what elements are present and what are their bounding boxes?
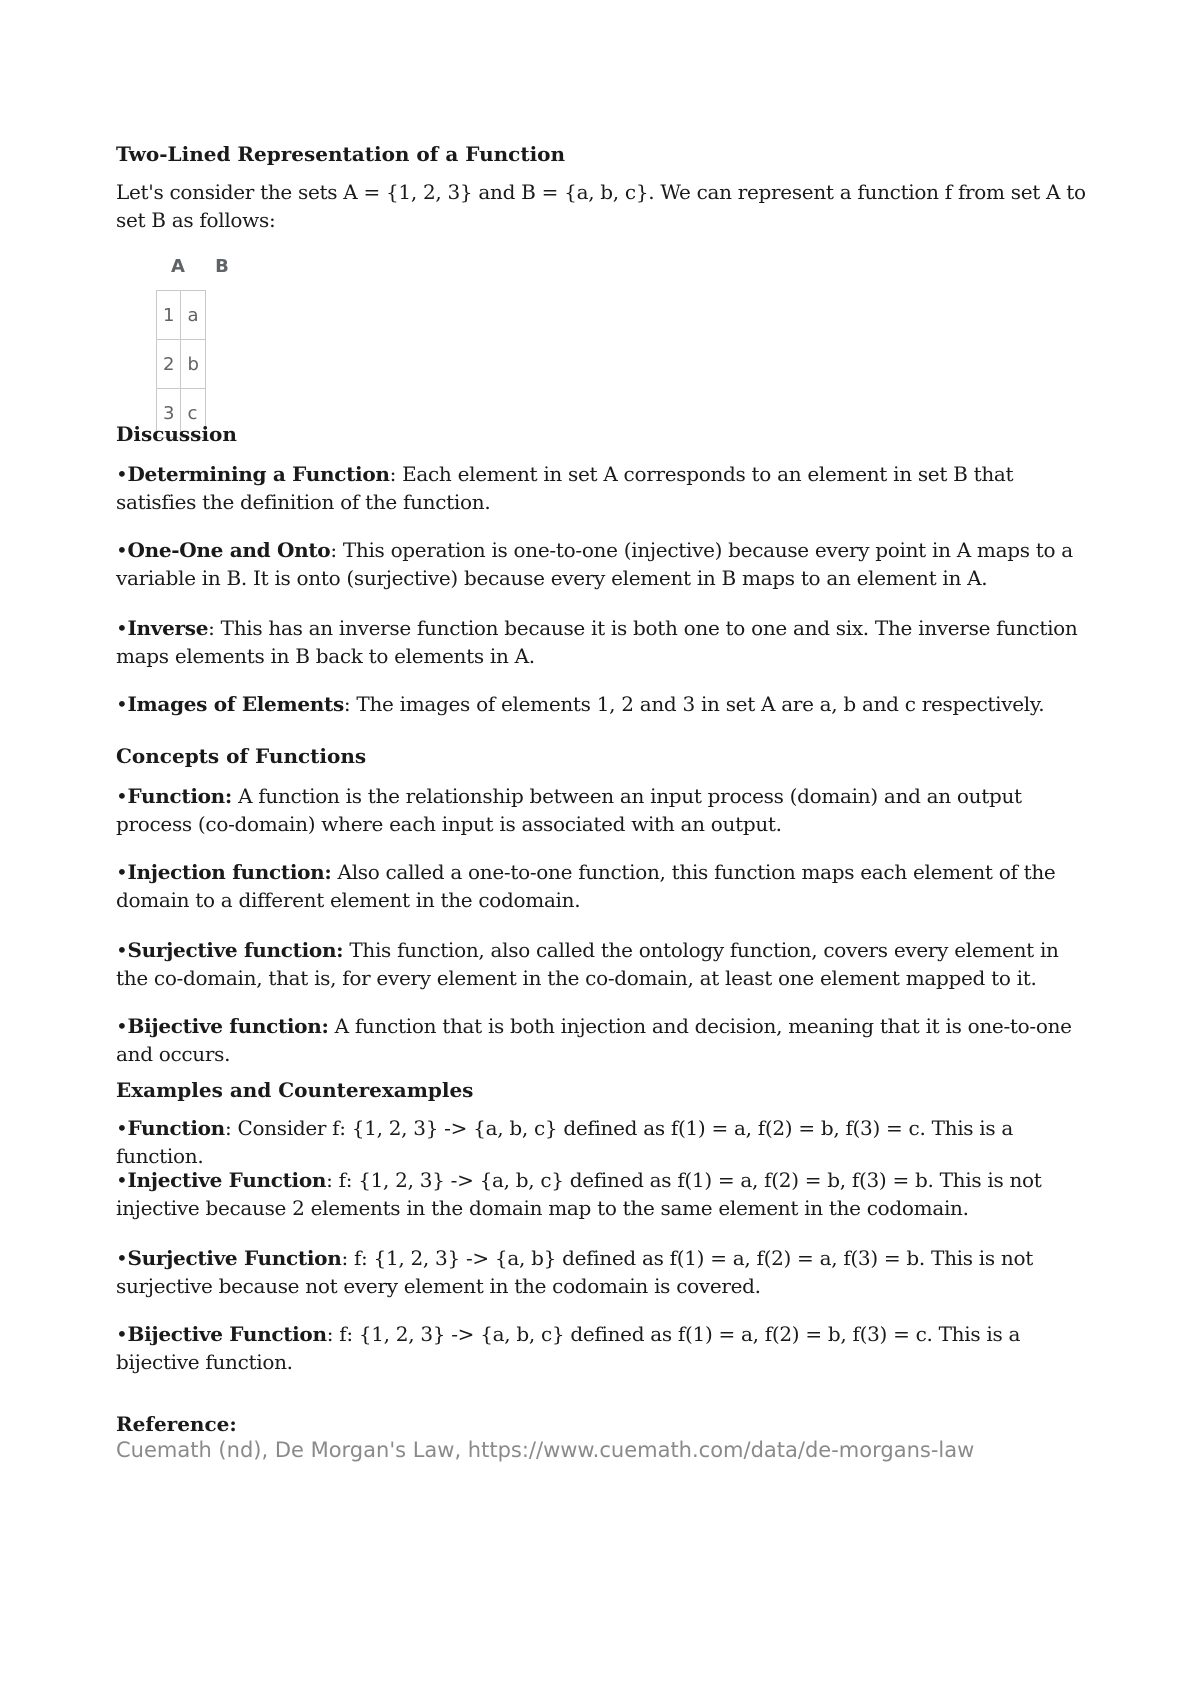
example-item <box>116 1244 1096 1300</box>
item-term: Surjective function: <box>127 938 344 962</box>
reference-citation: Cuemath (nd), De Morgan's Law, https://www.cuemath.com/data/de-morgans-law <box>116 1438 975 1462</box>
item-text: f: {1, 2, 3} -> {a, b} defined as f(1) = a, f(2) = a, f(3) = b. This is not surjective because not every element in the codomain is covered. <box>116 1246 1033 1298</box>
item-term: Injection function: <box>127 860 332 884</box>
section-heading-concepts: Concepts of Functions <box>116 744 367 768</box>
item-separator: : <box>330 538 343 562</box>
bullet: • <box>116 1014 128 1038</box>
item-term: Surjective Function <box>127 1246 342 1270</box>
discussion-item <box>116 460 1096 516</box>
table-header-a: A <box>171 256 185 277</box>
item-text: This has an inverse function because it is both one to one and six. The inverse function maps elements in B back to elements in A. <box>116 616 1078 668</box>
item-text: f: {1, 2, 3} -> {a, b, c} defined as f(1) = a, f(2) = b, f(3) = c. This is a bijective function. <box>116 1322 1021 1374</box>
document-title: Two-Lined Representation of a Function <box>116 142 566 166</box>
item-term: Bijective Function <box>127 1322 327 1346</box>
concept-item <box>116 782 1096 838</box>
section-heading-discussion: Discussion <box>116 422 237 446</box>
bullet: • <box>116 860 128 884</box>
item-text: Consider f: {1, 2, 3} -> {a, b, c} defined as f(1) = a, f(2) = b, f(3) = c. This is a function. <box>116 1116 1014 1168</box>
table-row <box>157 291 206 340</box>
bullet: • <box>116 616 128 640</box>
bullet: • <box>116 1116 128 1140</box>
item-text: A function is the relationship between an input process (domain) and an output process (co-domain) where each input is associated with an output. <box>116 784 1022 836</box>
bullet: • <box>116 462 128 486</box>
discussion-item <box>116 536 1096 592</box>
discussion-item <box>116 690 1096 718</box>
intro-paragraph: Let's consider the sets A = {1, 2, 3} and B = {a, b, c}. We can represent a function f from set A to set B as follows: <box>116 180 1086 232</box>
item-text: Each element in set A corresponds to an element in set B that satisfies the definition of the function. <box>116 462 1014 514</box>
item-text: This function, also called the ontology function, covers every element in the co-domain, that is, for every element in the co-domain, at least one element mapped to it. <box>116 938 1059 990</box>
example-item <box>116 1320 1096 1376</box>
bullet: • <box>116 1246 128 1270</box>
concept-item <box>116 1012 1096 1068</box>
item-text: Also called a one-to-one function, this function maps each element of the domain to a different element in the codomain. <box>116 860 1056 912</box>
item-separator: : <box>326 1322 340 1346</box>
item-term: Determining a Function <box>127 462 390 486</box>
section-heading-examples: Examples and Counterexamples <box>116 1078 474 1102</box>
item-term: One-One and Onto <box>127 538 331 562</box>
item-term: Bijective function: <box>127 1014 329 1038</box>
discussion-item <box>116 614 1096 670</box>
bullet: • <box>116 938 128 962</box>
example-item <box>116 1166 1096 1222</box>
table-cell: b <box>181 340 205 389</box>
item-text: A function that is both injection and decision, meaning that it is one-to-one and occurs. <box>116 1014 1072 1066</box>
bullet: • <box>116 1322 128 1346</box>
item-separator: : <box>208 616 221 640</box>
item-term: Function: <box>127 784 233 808</box>
bullet: • <box>116 784 128 808</box>
bullet: • <box>116 538 128 562</box>
item-term: Inverse <box>127 616 209 640</box>
item-separator: : <box>341 1246 354 1270</box>
item-text: The images of elements 1, 2 and 3 in set A are a, b and c respectively. <box>356 692 1045 716</box>
table-row <box>157 340 206 389</box>
item-term: Images of Elements <box>127 692 344 716</box>
item-text: This operation is one-to-one (injective) because every point in A maps to a variable in B. It is onto (surjective) because every element in B maps to an element in A. <box>116 538 1073 590</box>
bullet: • <box>116 1168 128 1192</box>
item-text: f: {1, 2, 3} -> {a, b, c} defined as f(1) = a, f(2) = b, f(3) = b. This is not injective because 2 elements in the domain map to the same element in the codomain. <box>116 1168 1042 1220</box>
item-separator: : <box>326 1168 339 1192</box>
table-cell: 2 <box>157 340 181 389</box>
table-cell: 3 <box>157 389 181 438</box>
function-table <box>156 290 206 438</box>
table-cell: 1 <box>157 291 181 340</box>
item-separator: : <box>224 1116 238 1140</box>
section-heading-reference: Reference: <box>116 1412 237 1436</box>
table-header-b: B <box>215 256 229 277</box>
bullet: • <box>116 692 128 716</box>
item-separator: : <box>343 692 357 716</box>
concept-item <box>116 858 1096 914</box>
example-item <box>116 1114 1096 1170</box>
concept-item <box>116 936 1096 992</box>
item-term: Injective Function <box>127 1168 327 1192</box>
table-cell: a <box>181 291 205 340</box>
item-separator: : <box>389 462 403 486</box>
table-cell: c <box>181 389 205 438</box>
item-term: Function <box>127 1116 225 1140</box>
